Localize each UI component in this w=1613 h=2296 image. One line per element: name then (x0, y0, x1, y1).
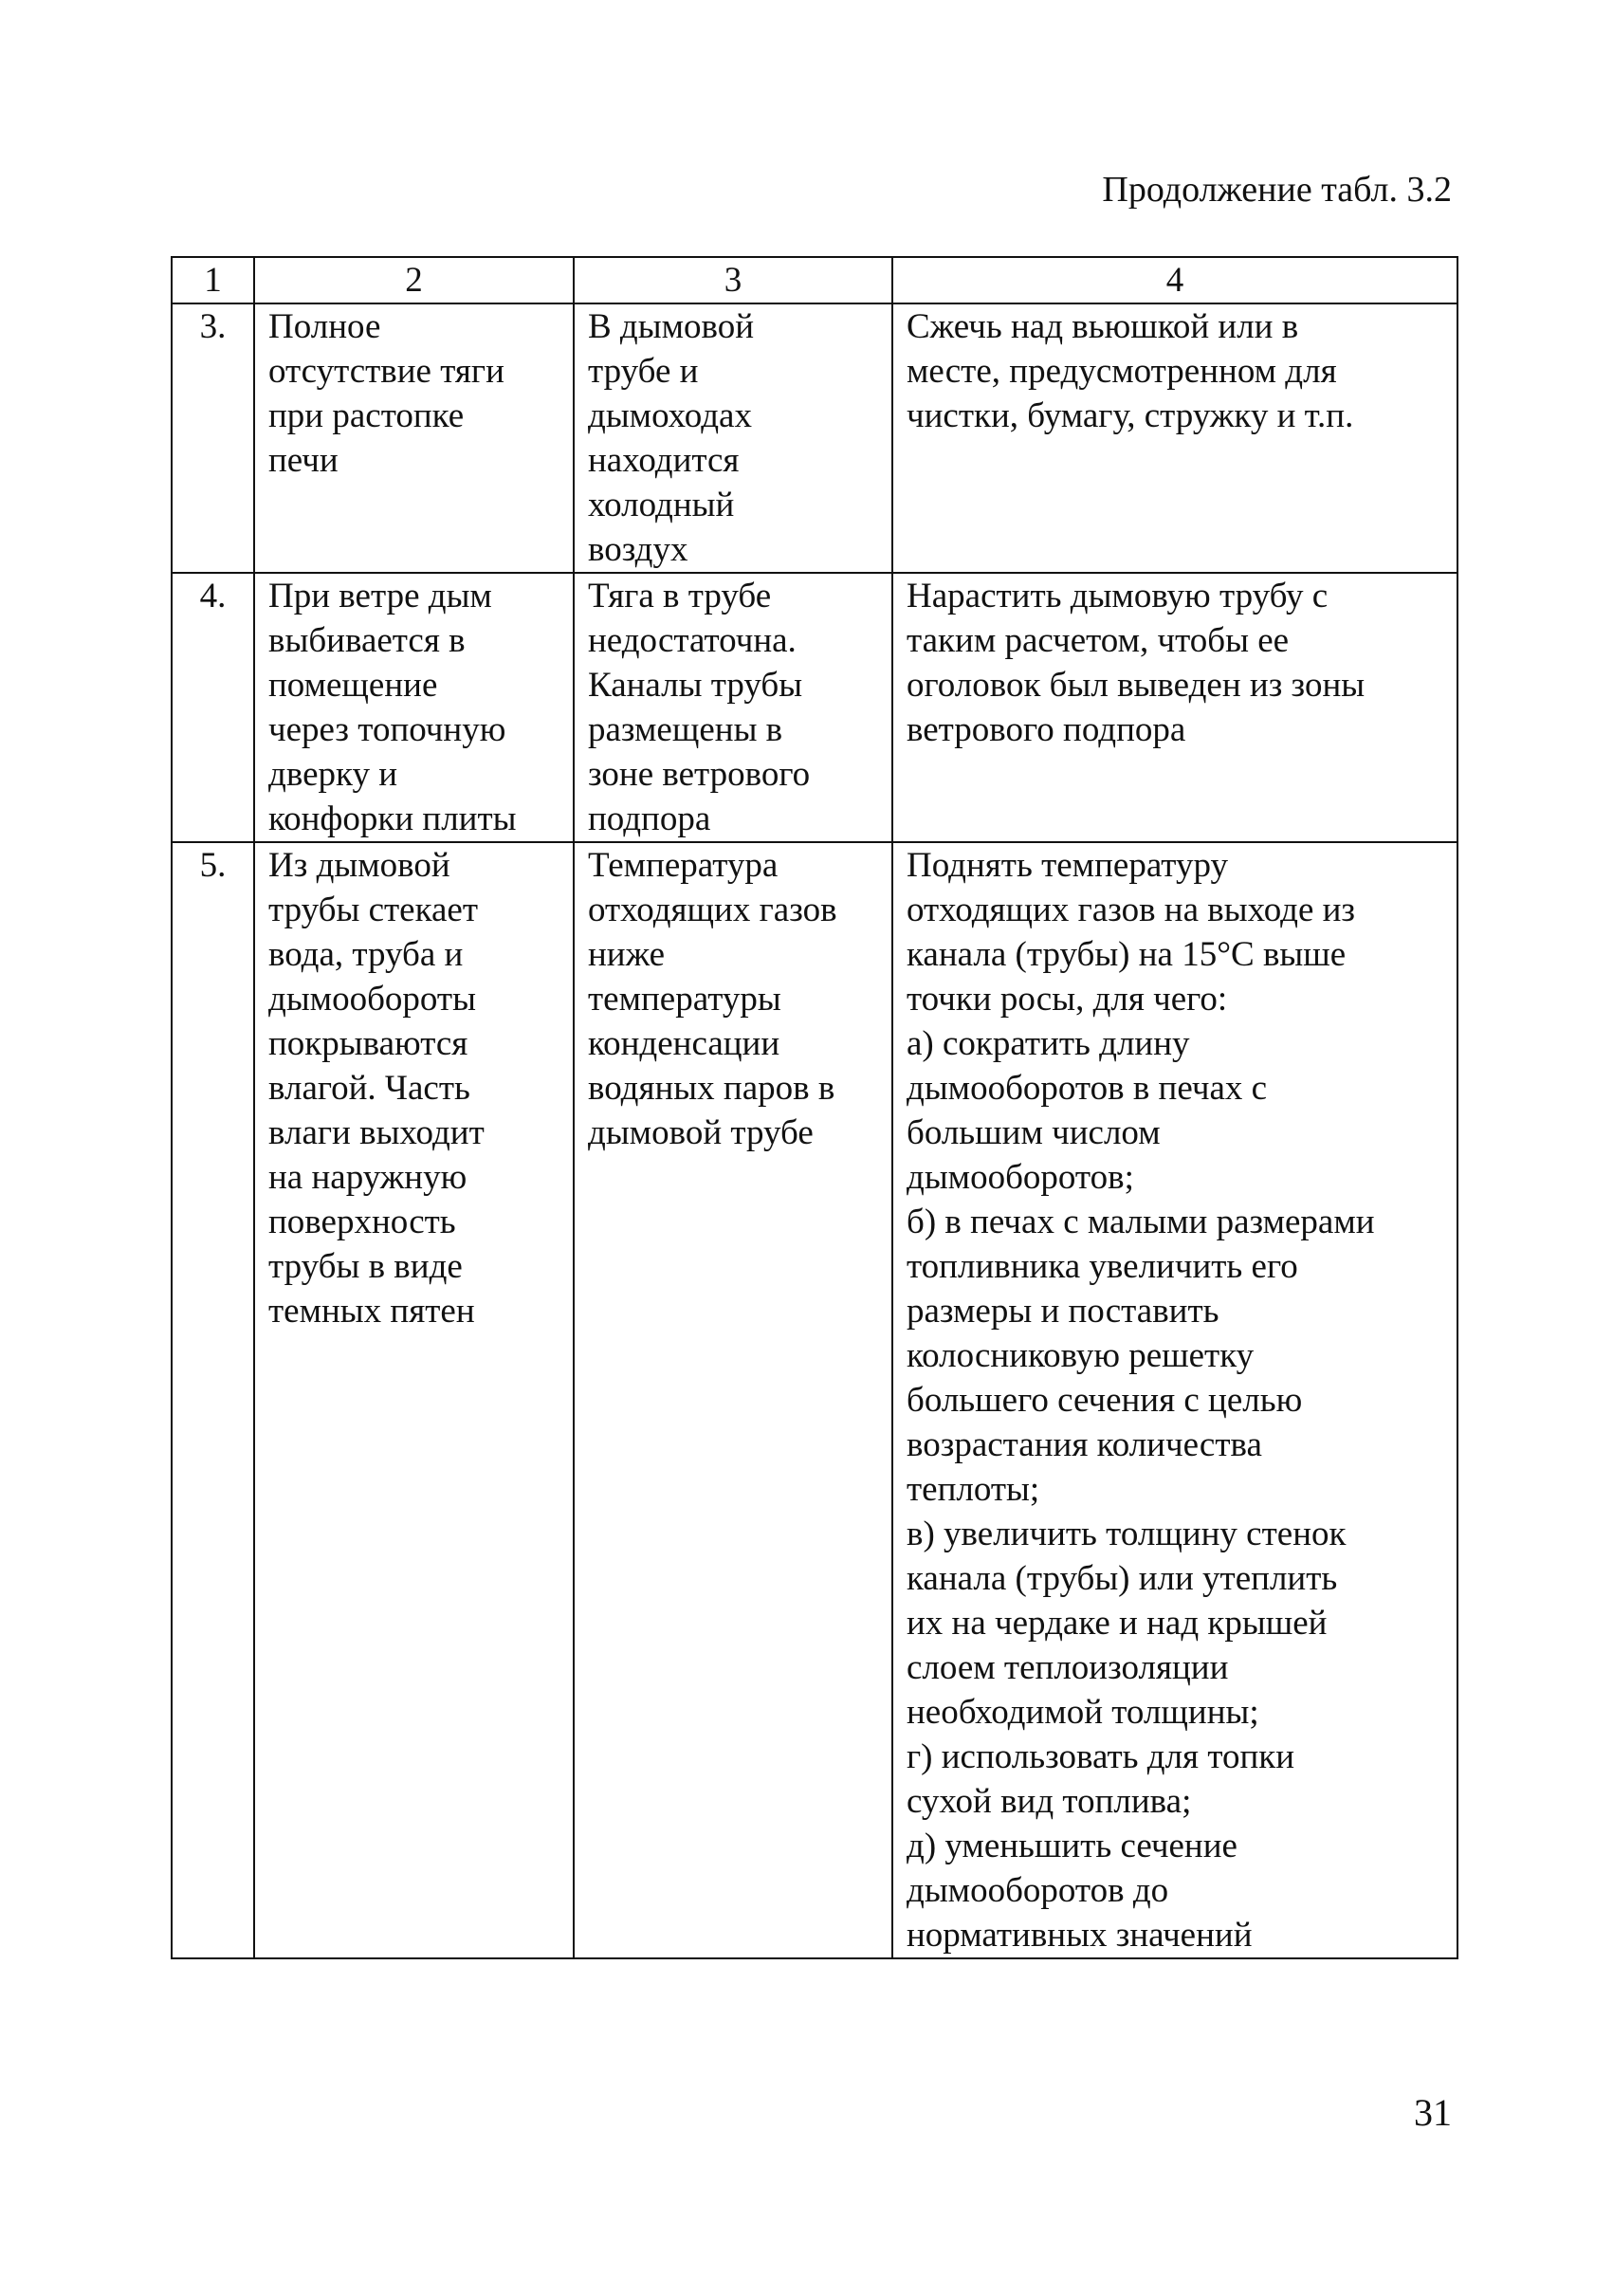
cell-text-line: а) сократить длину (907, 1024, 1190, 1063)
cell-text-line: находится (588, 441, 740, 480)
cell-text-line: трубы в виде (268, 1247, 463, 1286)
header-cell-2: 2 (254, 257, 574, 303)
row-number: 3. (172, 303, 254, 573)
cell-text-line: в) увеличить толщину стенок (907, 1515, 1347, 1553)
symptom-cell (254, 842, 574, 1958)
cell-text-line: канала (трубы) или утеплить (907, 1559, 1338, 1598)
cell-text-line: вода, труба и (268, 935, 464, 974)
cell-text-line: дымооборотов; (907, 1158, 1134, 1197)
table-header-row (172, 257, 1457, 303)
cell-text-line: воздух (588, 530, 688, 569)
cell-text-line: конфорки плиты (268, 799, 517, 838)
table-row (172, 842, 1457, 1958)
remedy-cell (892, 573, 1457, 842)
cell-text-line: месте, предусмотренном для (907, 352, 1337, 391)
symptom-cell (254, 573, 574, 842)
cell-text-line: влагой. Часть (268, 1069, 470, 1108)
cell-text-line: конденсации (588, 1024, 780, 1063)
table-row (172, 303, 1457, 573)
cell-text-line: их на чердаке и над крышей (907, 1604, 1328, 1643)
cell-text-line: чистки, бумагу, стружку и т.п. (907, 396, 1354, 435)
cell-text-line: дымовой трубе (588, 1113, 814, 1152)
cell-text-line: выбивается в (268, 621, 466, 660)
row-number: 4. (172, 573, 254, 842)
remedy-cell (892, 842, 1457, 1958)
cell-text-line: дымооборотов до (907, 1871, 1169, 1910)
cause-cell (574, 303, 892, 573)
cell-text-line: нормативных значений (907, 1916, 1253, 1955)
cell-text-line: Каналы трубы (588, 666, 803, 705)
cell-text-line: на наружную (268, 1158, 467, 1197)
remedy-cell (892, 303, 1457, 573)
cell-text-line: оголовок был выведен из зоны (907, 666, 1366, 705)
cell-text-line: В дымовой (588, 307, 755, 346)
cell-text-line: водяных паров в (588, 1069, 835, 1108)
symptom-cell (254, 303, 574, 573)
cell-text-line: канала (трубы) на 15°С выше (907, 935, 1347, 974)
cell-text-line: Температура (588, 846, 779, 885)
cause-cell (574, 573, 892, 842)
cell-text-line: покрываются (268, 1024, 468, 1063)
table-row (172, 573, 1457, 842)
cell-text-line: дымооборотов в печах с (907, 1069, 1268, 1108)
cell-text-line: Из дымовой (268, 846, 450, 885)
cell-text-line: возрастания количества (907, 1425, 1262, 1464)
header-cell-3: 3 (574, 257, 892, 303)
cell-text-line: большим числом (907, 1113, 1161, 1152)
cell-text-line: д) уменьшить сечение (907, 1827, 1237, 1865)
cell-text-line: большего сечения с целью (907, 1381, 1303, 1420)
cell-text-line: топливника увеличить его (907, 1247, 1298, 1286)
cell-text-line: б) в печах с малыми размерами (907, 1203, 1375, 1241)
cell-text-line: колосниковую решетку (907, 1336, 1255, 1375)
cell-text-line: недостаточна. (588, 621, 797, 660)
cell-text-line: поверхность (268, 1203, 456, 1241)
cell-text-line: отходящих газов (588, 891, 837, 929)
cell-text-line: теплоты; (907, 1470, 1040, 1509)
cell-text-line: дымоходах (588, 396, 752, 435)
cell-text-line: слоем теплоизоляции (907, 1648, 1229, 1687)
cell-text-line: помещение (268, 666, 438, 705)
cell-text-line: При ветре дым (268, 577, 492, 615)
cell-text-line: трубы стекает (268, 891, 479, 929)
cell-text-line: Тяга в трубе (588, 577, 772, 615)
cell-text-line: темных пятен (268, 1292, 475, 1331)
cell-text-line: необходимой толщины; (907, 1693, 1259, 1732)
header-cell-1: 1 (172, 257, 254, 303)
cell-text-line: отходящих газов на выходе из (907, 891, 1356, 929)
cell-text-line: дымообороты (268, 980, 476, 1019)
cell-text-line: сухой вид топлива; (907, 1782, 1192, 1821)
table-caption: Продолжение табл. 3.2 (1102, 170, 1452, 210)
cell-text-line: г) использовать для топки (907, 1737, 1295, 1776)
cell-text-line: влаги выходит (268, 1113, 485, 1152)
cell-text-line: трубе и (588, 352, 699, 391)
cell-text-line: печи (268, 441, 339, 480)
cell-text-line: температуры (588, 980, 781, 1019)
cell-text-line: Нарастить дымовую трубу с (907, 577, 1329, 615)
cell-text-line: холодный (588, 486, 735, 524)
cell-text-line: при растопке (268, 396, 465, 435)
cell-text-line: зоне ветрового (588, 755, 811, 794)
cause-cell (574, 842, 892, 1958)
cell-text-line: ветрового подпора (907, 710, 1186, 749)
header-cell-4: 4 (892, 257, 1457, 303)
cell-text-line: размещены в (588, 710, 783, 749)
cell-text-line: таким расчетом, чтобы ее (907, 621, 1290, 660)
page-number: 31 (1414, 2091, 1452, 2134)
cell-text-line: отсутствие тяги (268, 352, 504, 391)
data-table (171, 256, 1458, 1959)
cell-text-line: через топочную (268, 710, 506, 749)
cell-text-line: Полное (268, 307, 381, 346)
cell-text-line: дверку и (268, 755, 398, 794)
cell-text-line: ниже (588, 935, 666, 974)
cell-text-line: размеры и поставить (907, 1292, 1219, 1331)
cell-text-line: Поднять температуру (907, 846, 1228, 885)
cell-text-line: точки росы, для чего: (907, 980, 1228, 1019)
cell-text-line: Сжечь над вьюшкой или в (907, 307, 1299, 346)
row-number: 5. (172, 842, 254, 1958)
cell-text-line: подпора (588, 799, 711, 838)
